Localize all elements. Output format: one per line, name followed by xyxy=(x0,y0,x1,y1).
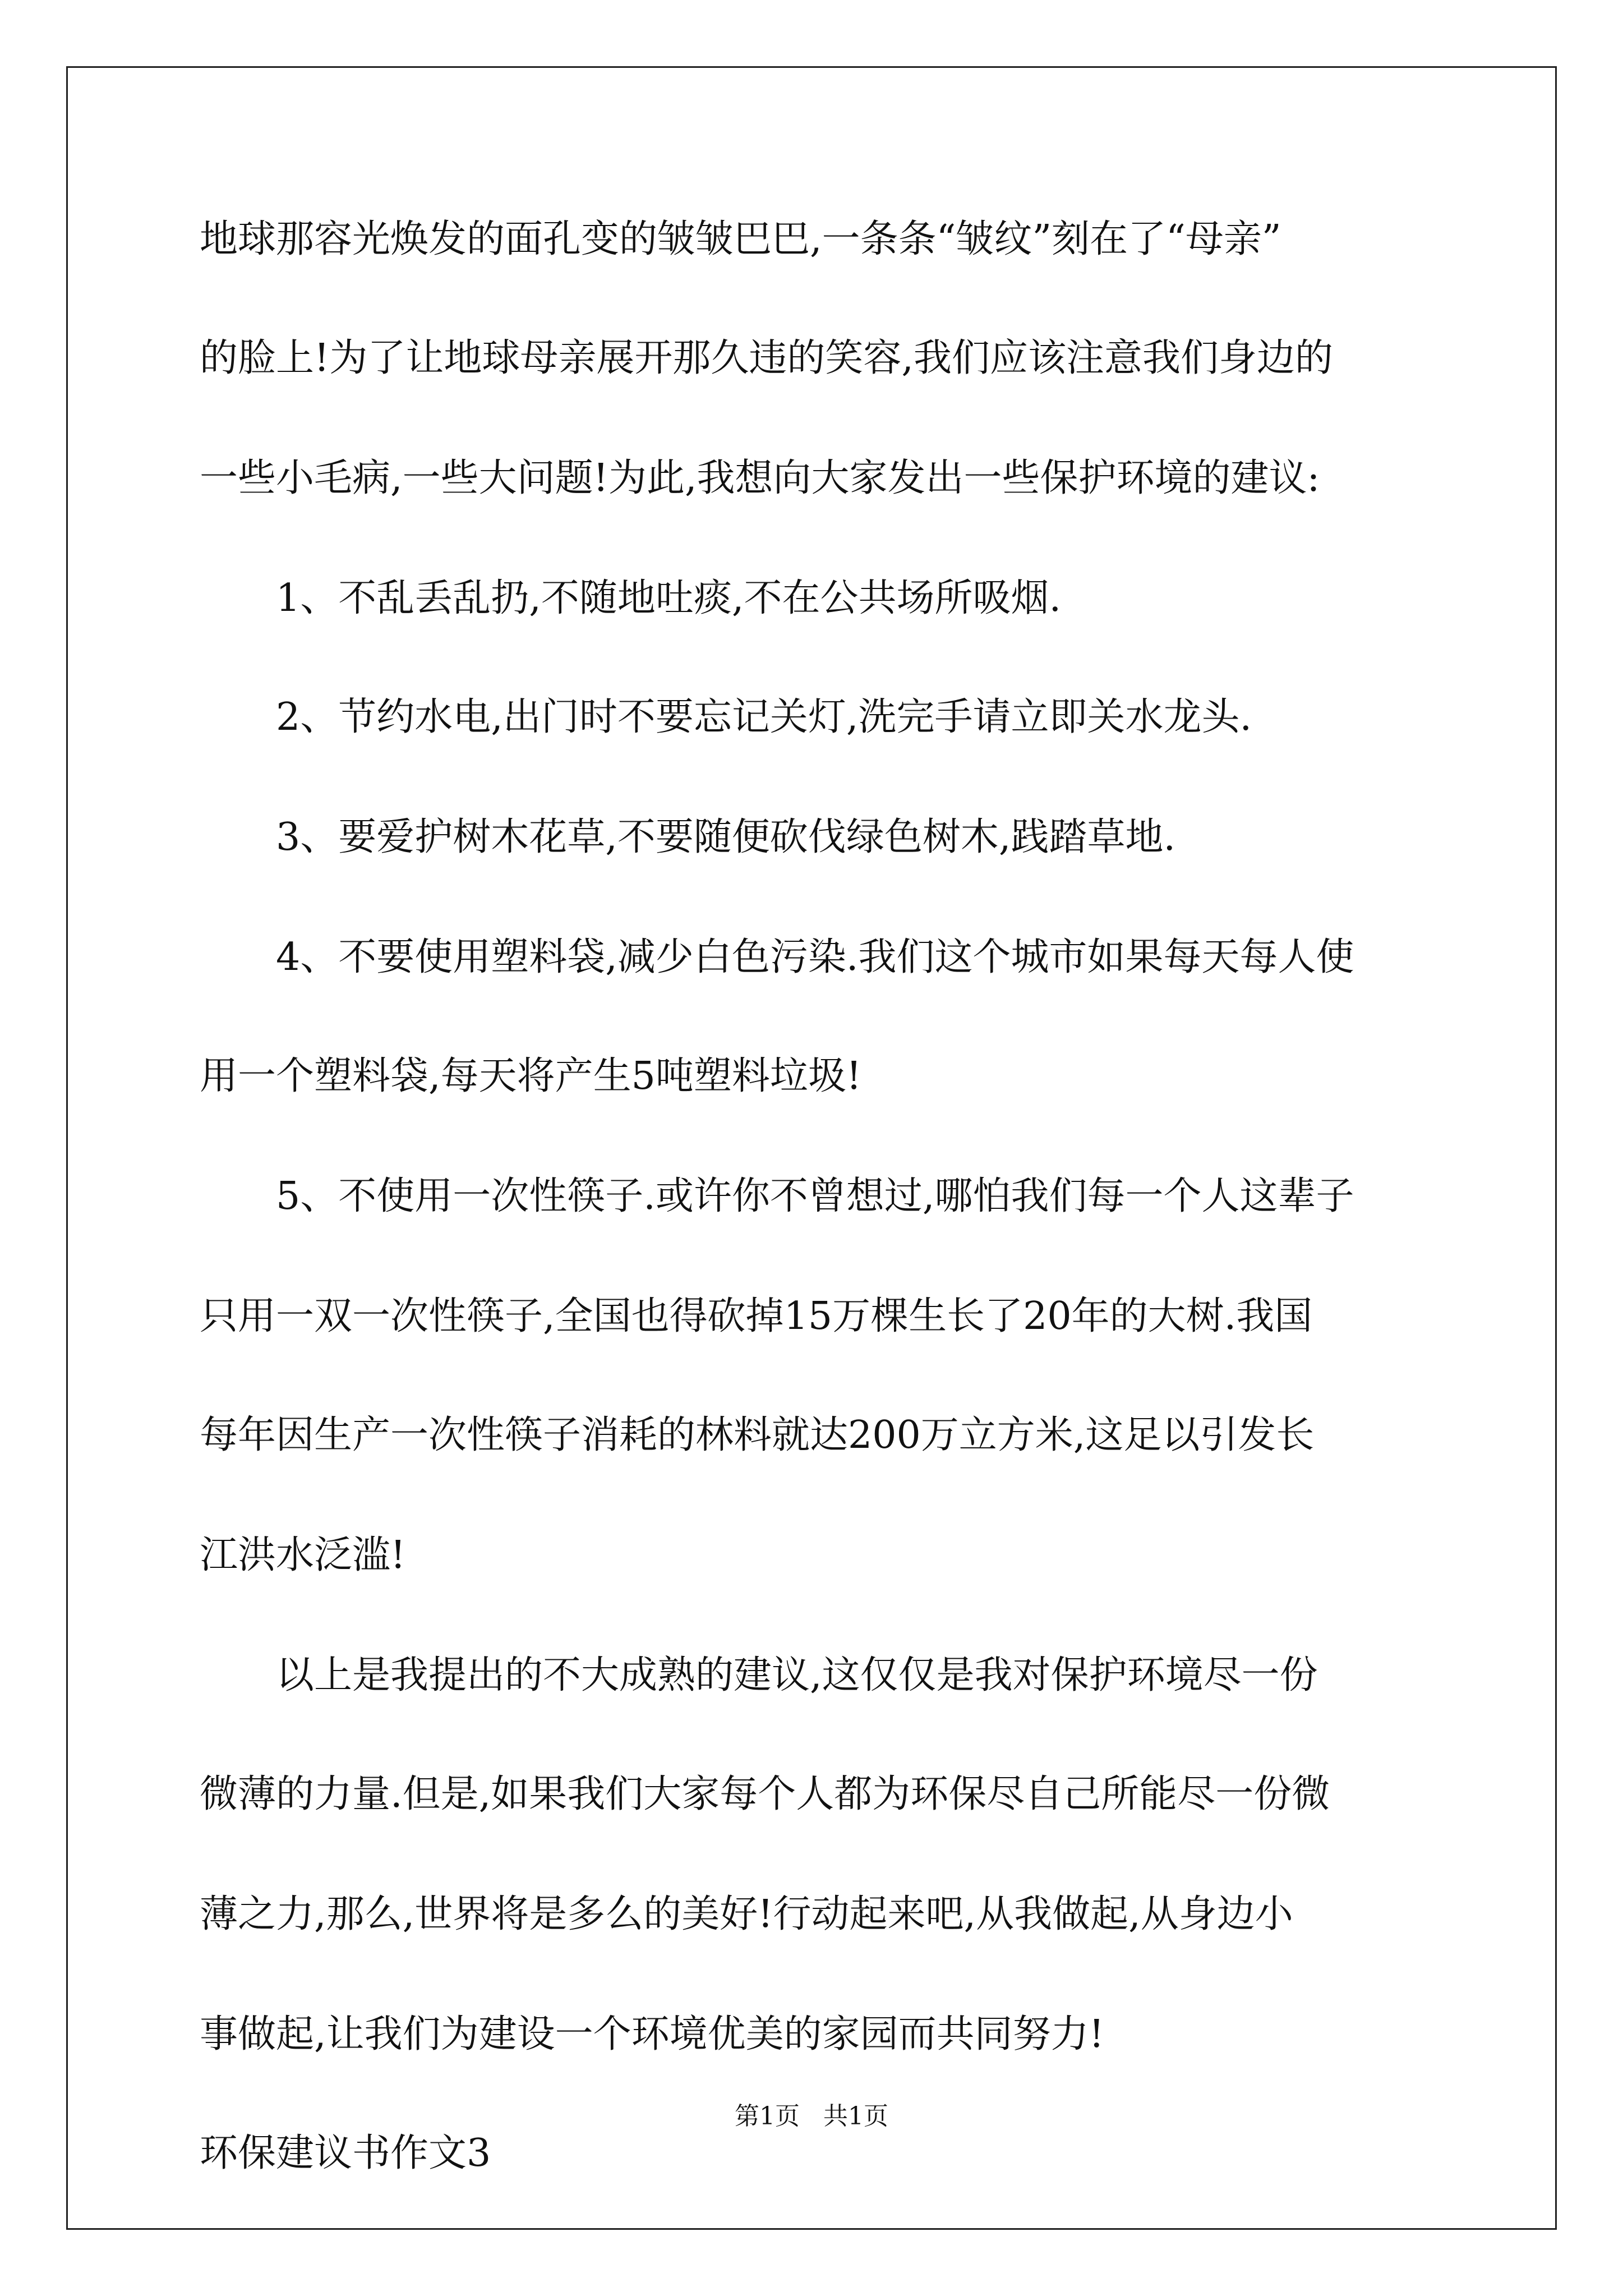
text-line: 每年因生产一次性筷子消耗的林料就达200万立方米,这足以引发长 xyxy=(200,1413,1315,1457)
paragraph-start: 以上是我提出的不大成熟的建议,这仅仅是我对保护环境尽一份 xyxy=(276,1653,1318,1697)
list-item-3: 3、要爱护树木花草,不要随便砍伐绿色树木,践踏草地. xyxy=(276,815,1176,859)
text-line: 薄之力,那么,世界将是多么的美好!行动起来吧,从我做起,从身边小 xyxy=(200,1892,1293,1936)
text-line: 地球那容光焕发的面孔变的皱皱巴巴,一条条“皱纹”刻在了“母亲” xyxy=(200,217,1281,261)
text-line: 微薄的力量.但是,如果我们大家每个人都为环保尽自己所能尽一份微 xyxy=(200,1772,1330,1816)
text-line: 事做起,让我们为建设一个环境优美的家园而共同努力! xyxy=(200,2012,1104,2056)
page-footer: 第1页 共1页 xyxy=(735,2102,888,2131)
text-line: 江洪水泛滥! xyxy=(200,1533,406,1577)
text-line: 用一个塑料袋,每天将产生5吨塑料垃圾! xyxy=(200,1054,862,1098)
list-item-4: 4、不要使用塑料袋,减少白色污染.我们这个城市如果每天每人使 xyxy=(276,935,1354,979)
text-line: 只用一双一次性筷子,全国也得砍掉15万棵生长了20年的大树.我国 xyxy=(200,1294,1313,1338)
list-item-1: 1、不乱丢乱扔,不随地吐痰,不在公共场所吸烟. xyxy=(276,576,1062,620)
section-heading: 环保建议书作文3 xyxy=(200,2131,491,2175)
list-item-2: 2、节约水电,出门时不要忘记关灯,洗完手请立即关水龙头. xyxy=(276,695,1252,739)
list-item-5: 5、不使用一次性筷子.或许你不曾想过,哪怕我们每一个人这辈子 xyxy=(276,1174,1354,1218)
text-line: 的脸上!为了让地球母亲展开那久违的笑容,我们应该注意我们身边的 xyxy=(200,336,1333,380)
text-line: 一些小毛病,一些大问题!为此,我想向大家发出一些保护环境的建议: xyxy=(200,456,1320,500)
